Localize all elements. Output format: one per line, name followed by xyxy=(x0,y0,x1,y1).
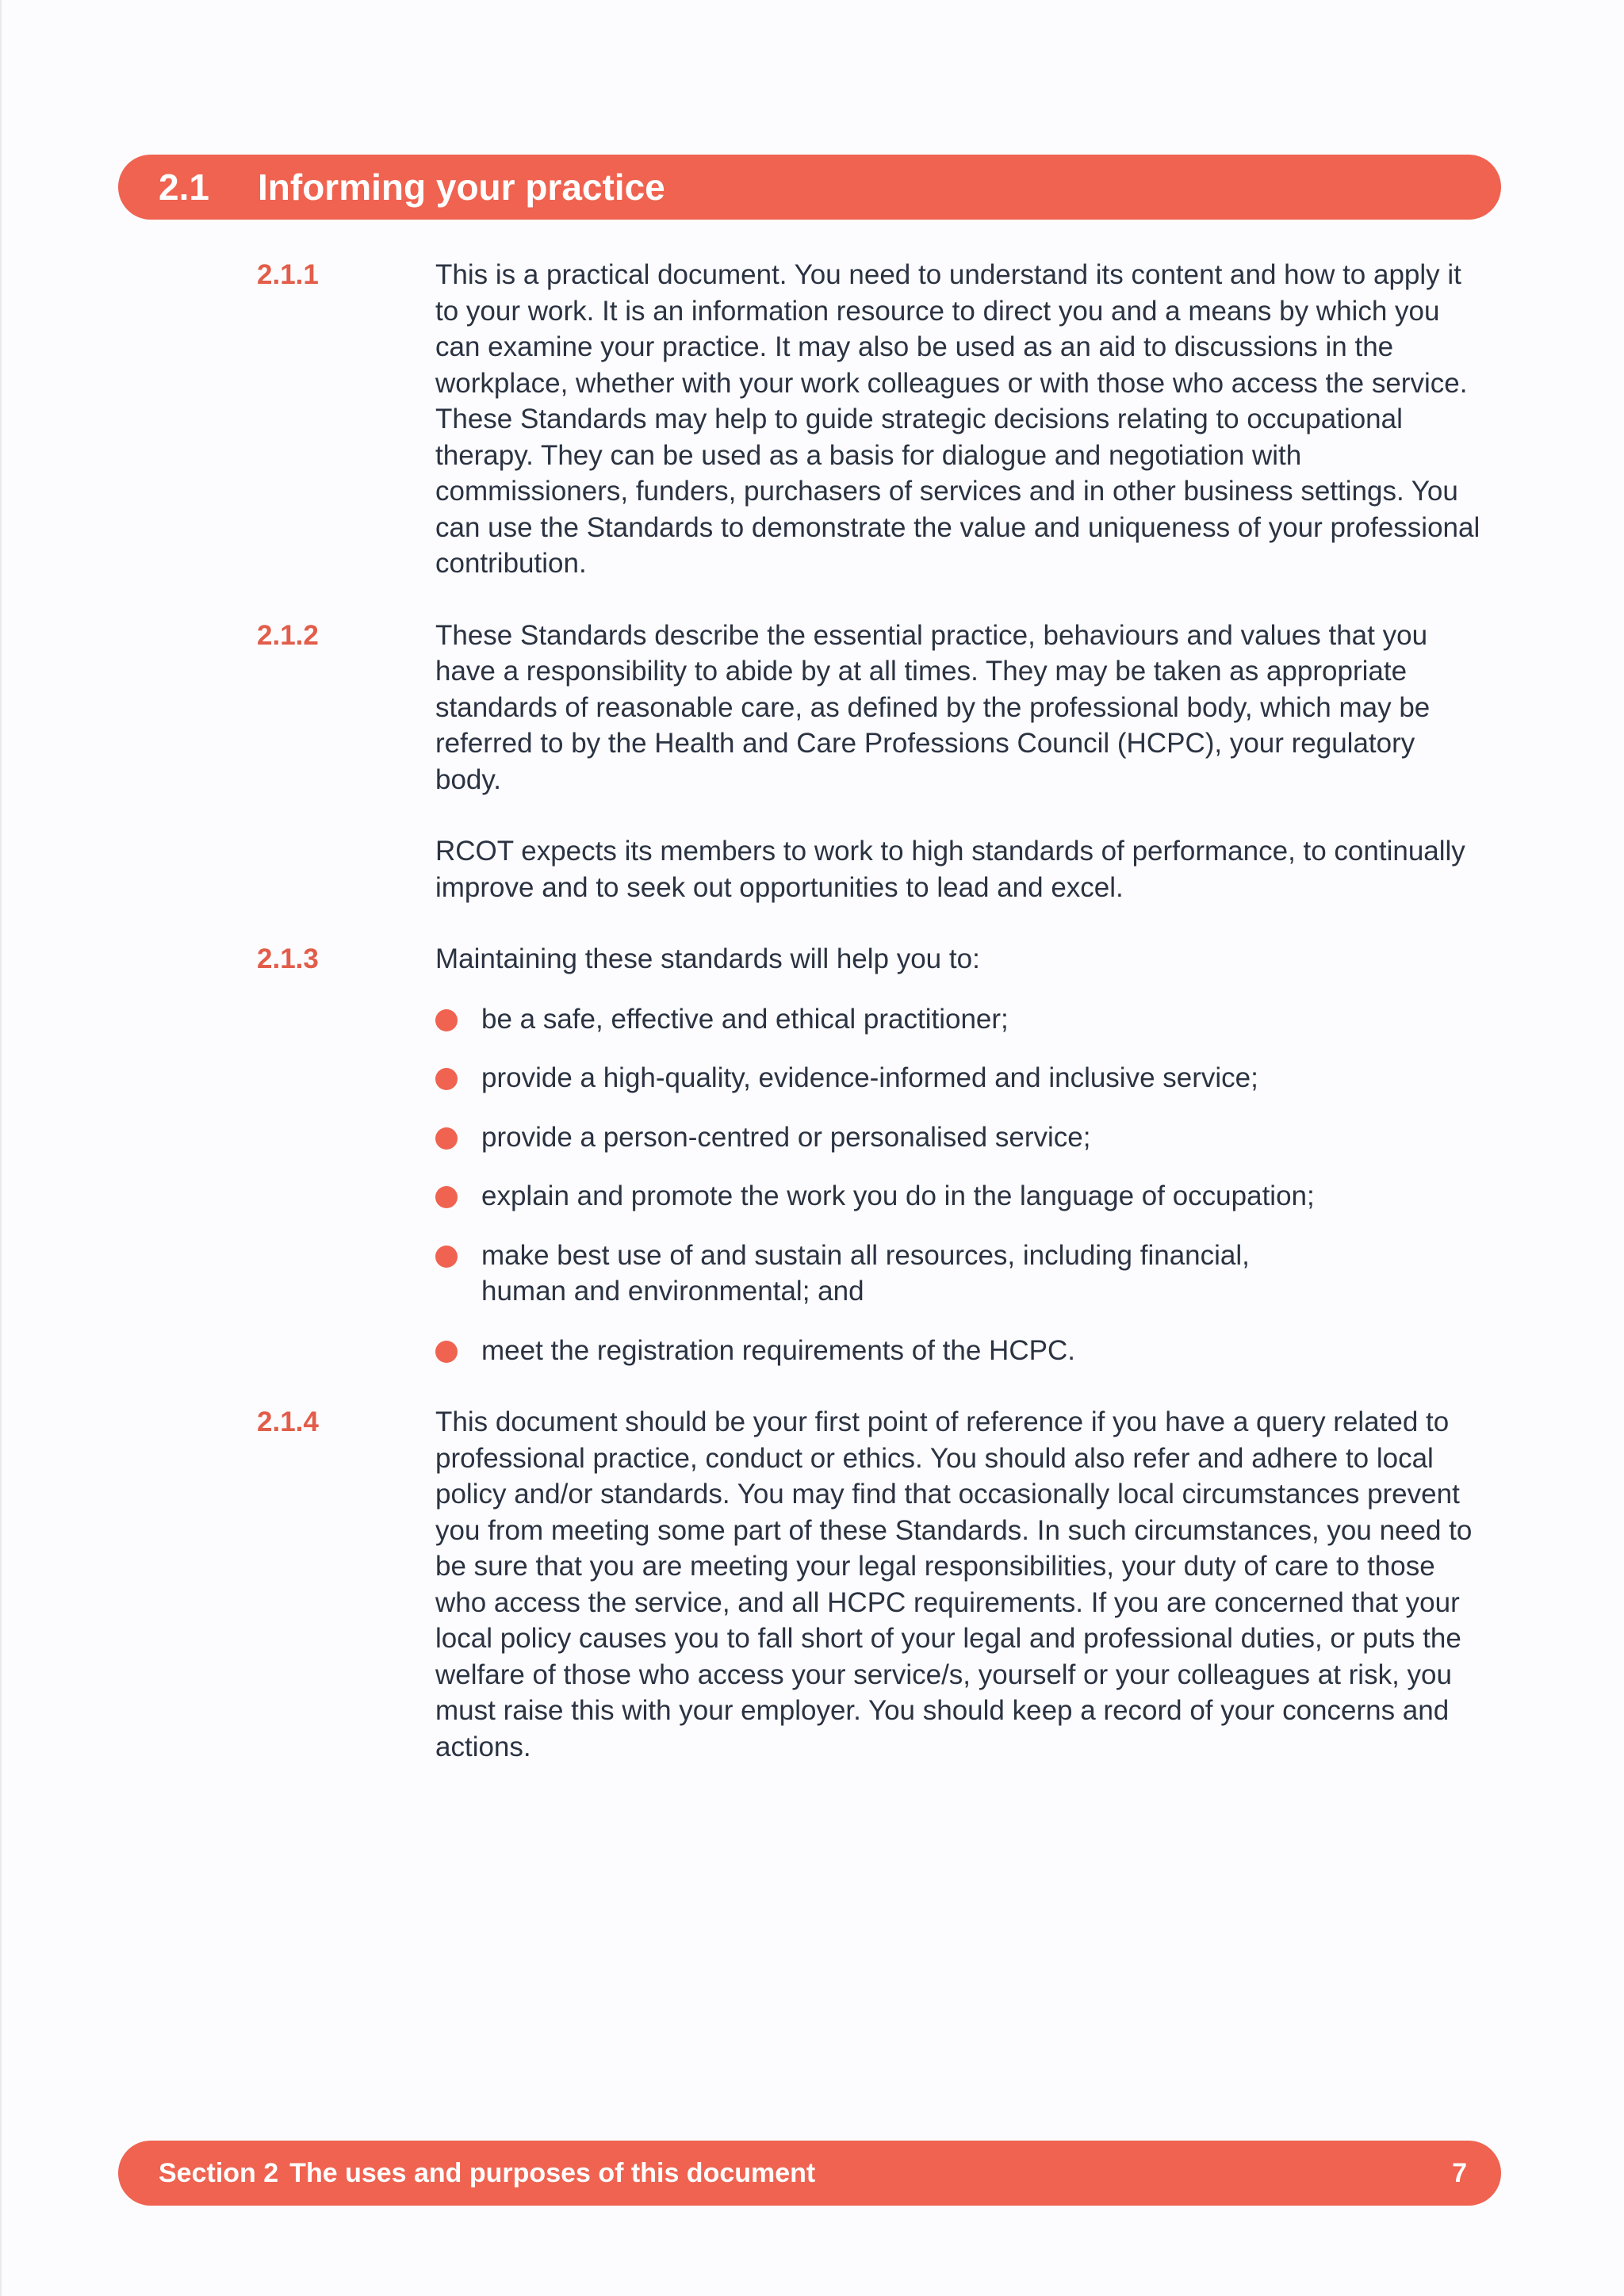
bullet-dot-icon xyxy=(435,1068,458,1090)
clause-2-1-2 xyxy=(2,618,1624,906)
bullet-item xyxy=(435,1178,1322,1215)
bullet-dot-icon xyxy=(435,1186,458,1208)
footer-section-title: The uses and purposes of this document xyxy=(289,2157,816,2188)
bullet-text: be a safe, effective and ethical practitioner; xyxy=(481,1003,1009,1035)
bullet-text: provide a high-quality, evidence-informed and inclusive service; xyxy=(481,1062,1258,1093)
content-area xyxy=(2,257,1624,1800)
page-footer-bar xyxy=(118,2141,1501,2206)
bullet-dot-icon xyxy=(435,1127,458,1150)
bullet-text: make best use of and sustain all resources, including financial, human and environmental; and xyxy=(481,1239,1250,1307)
clause-number: 2.1.3 xyxy=(257,943,319,974)
bullet-dot-icon xyxy=(435,1009,458,1031)
bullet-item xyxy=(435,1119,1322,1156)
clause-body xyxy=(435,941,1482,1368)
footer-section-label: Section 2 xyxy=(159,2157,279,2188)
footer-section-text xyxy=(159,2158,815,2189)
bullet-item xyxy=(435,1238,1322,1310)
clause-paragraph: RCOT expects its members to work to high standards of performance, to continually improve and to seek out opportunities to lead and excel. xyxy=(435,836,1465,903)
bullet-text: meet the registration requirements of the HCPC. xyxy=(481,1334,1075,1366)
clause-paragraph: This document should be your first point of reference if you have a query related to professional practice, conduct or ethics. You should also refer and adhere to local policy and/or standards. You may find that occasionally local circumstances prevent you from meeting some part of these Standards. In such circumstances, you need to be sure that you are meeting your legal responsibilities, your duty of care to those who access the service, and all HCPC requirements. If you are concerned that your local policy causes you to fall short of your legal and professional duties, or puts the welfare of those who access your service/s, yourself or your colleagues at risk, you must raise this with your employer. You should keep a record of your concerns and actions. xyxy=(435,1406,1473,1762)
section-title: Informing your practice xyxy=(258,166,665,208)
bullet-item xyxy=(435,1001,1322,1038)
clause-paragraph: These Standards describe the essential practice, behaviours and values that you have a responsibility to abide by at all times. They may be taken as appropriate standards of reasonable care, as defined by the professional body, which may be referred to by the Health and Care Professions Council (HCPC), your regulatory body. xyxy=(435,619,1431,795)
clause-number: 2.1.1 xyxy=(257,259,319,290)
clause-intro: Maintaining these standards will help you to: xyxy=(435,943,980,974)
clause-body xyxy=(435,618,1482,906)
bullet-item xyxy=(435,1333,1322,1369)
bullet-text: provide a person-centred or personalised service; xyxy=(481,1121,1091,1153)
page-number: 7 xyxy=(1452,2157,1467,2188)
clause-paragraph: This is a practical document. You need to understand its content and how to apply it to your work. It is an information resource to direct you and a means by which you can examine your practice. It may also be used as an aid to discussions in the workplace, whether with your work colleagues or with those who access the service. These Standards may help to guide strategic decisions relating to occupational therapy. They can be used as a basis for dialogue and negotiation with commissioners, funders, purchasers of services and in other business settings. You can use the Standards to demonstrate the value and uniqueness of your professional contribution. xyxy=(435,259,1480,579)
section-header-bar xyxy=(118,155,1501,220)
bullet-list xyxy=(435,1001,1482,1369)
clause-number: 2.1.4 xyxy=(257,1406,319,1437)
bullet-dot-icon xyxy=(435,1246,458,1268)
clause-2-1-3 xyxy=(2,941,1624,1368)
bullet-item xyxy=(435,1060,1322,1096)
clause-2-1-1 xyxy=(2,257,1624,582)
bullet-dot-icon xyxy=(435,1341,458,1363)
section-number: 2.1 xyxy=(159,166,209,208)
clause-body xyxy=(435,257,1482,582)
clause-body xyxy=(435,1404,1482,1765)
clause-number: 2.1.2 xyxy=(257,619,319,651)
clause-2-1-4 xyxy=(2,1404,1624,1765)
bullet-text: explain and promote the work you do in the language of occupation; xyxy=(481,1181,1315,1211)
